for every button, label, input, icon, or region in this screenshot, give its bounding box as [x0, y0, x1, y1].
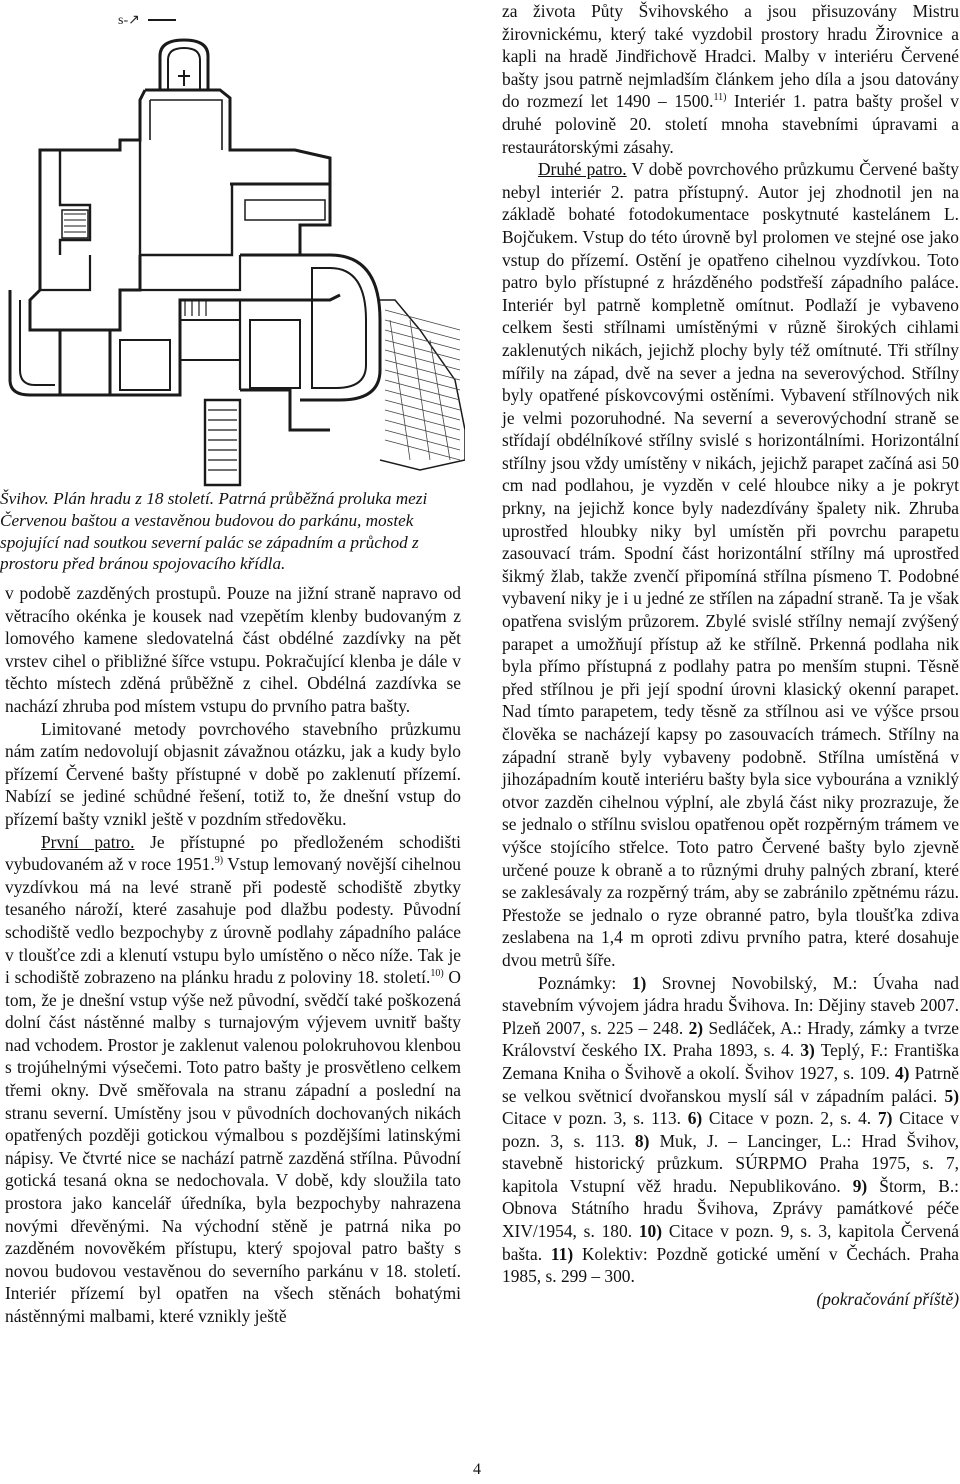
paragraph: v podobě zazděných prostupů. Pouze na jižní straně napravo od větracího okénka je kousek nad vzepětím klenby budovaným z lomového kamene sledovatelná část obdélné zazdívky na pět vrstev cihel o přibližné šířce vstupu. Pokračující klenba je dále v těchto místech zděná průběžně z cihel. Obdélná zazdívka se nachází zhruba pod místem vstupu do prvního patra bašty.: [5, 583, 461, 716]
note-text: Srovnej Novobilský, M.: Úvaha nad stavebním vývojem jádra hradu Švihova. In: Dějiny staveb 2007. Plzeň 2007, s. 225 – 248.: [502, 972, 959, 1038]
footnote-ref: 10): [430, 968, 444, 980]
note-number: 10): [638, 1221, 663, 1242]
note-number: 7): [877, 1108, 893, 1129]
paragraph: Limitované metody povrchového stavebního průzkumu nám zatím nedovolují objasnit závažnou otázku, jak a kudy bylo přízemí Červené bašty přístupné v době po zaklenutí přízemí. Nabízí se jediné schůdné řešení, totiž to, že dnešní vstup do přízemí bašty vznikl ještě v pozdním středověku.: [5, 718, 461, 829]
note-text: Teplý, F.: Františka Zemana Kniha o Švihově a okolí. Švihov 1927, s. 109.: [502, 1040, 959, 1083]
castle-floor-plan-figure: [0, 0, 465, 490]
note-number: 2): [688, 1017, 704, 1038]
note-text: Štorm, B.: Obnova Státního hradu Švihova, Zprávy památkové péče XIV/1954, s. 180.: [502, 1175, 959, 1242]
note-number: 3): [800, 1040, 815, 1061]
paragraph-second-floor: Druhé patro. V době povrchového průzkumu Červené bašty nebyl interiér 2. patra přístupný. Autor jej zhodnotil jen na základě bohaté fotodokumentace poskytnuté kastelánem L. Bojčukem. Vstup do této úrovně byl prolomen ve stejné ose jako vstup do přízemí. Ostění je opatřeno cihelnou vyzdívkou. Toto patro bylo přístupné z hrázděného podstřeší západního paláce. Interiér byl patrně kompletně omítnut. Podlaží je vybaveno celkem šesti střílnami umístěnými v různě širokých cihlami zaklenutých nikách, jejichž plochy byly též omítnuté. Tři střílny mířily na západ, dvě na sever a jedna na severovýchod. Střílny byly opatřené pískovcovými ostěními. Vybavení střílnových nik je velmi pozoruhodné. Na severní a severovýchodní straně se střídají obdélníkové střílny svislé s horizontálními. Horizontální střílny jsou vždy umístěny v nikách, jejichž parapet začíná asi 50 cm nad podlahou, je vyzděn v celé hloubce niky a je pokryt prkny, na jejichž konce byly nadezdívány špalety nik. Zhruba uprostřed hloubky niky byl umístěn při povrchu parapetu zasouvací trám. Spodní část horizontální střílny má uprostřed šikmý žlab, takže zvenčí připomíná střílna písmeno T. Podobné vybavení niky je i u jedné ze střílen na západní straně. Ta je však opatřena svislým průzorem. Zbylé svislé střílny nemají zvýšený parapet a umožňují přístup až ke střílně. Prkenná podlaha nik byla přímo přístupná z podlahy patra po menším stupni. Těsně před střílnou je při její spodní úrovni klasický okenní parapet. Nad tímto parapetem, tedy těsně za střílnou asi ve výšce prsou člověka se nacházejí kapsy po zasouvacích trámech. Střílny na západní straně byly vybaveny podobně. Střílna umístěná v jihozápadním koutě interiéru bašty byla sice vybourána a vzniklý otvor zazděn cihelnou výplní, ale zbylá část niky prozrazuje, že se jednalo o střílnu svislou opatřenou opět rozpěrným trámem ve výšce stojícího střelce. Toto patro Červené bašty bylo zjevně určené pouze k obraně a to různými druhy palných zbraní, které se zaklesávaly za rozpěrný trám, aby se zabránilo zpětnému rázu. Přestože se jednalo o ryze obranné patro, byla tloušťka zdiva zeslabena na 1,4 m oproti zdivu prvního patra, které dosahuje dvou metrů šíře.: [502, 159, 959, 970]
right-column: [502, 0, 959, 1310]
note-text: Citace v pozn. 9, s. 3, kapitola Červená bašta.: [502, 1221, 959, 1264]
note-number: 8): [634, 1130, 650, 1151]
figure-caption: Švihov. Plán hradu z 18 století. Patrná průběžná proluka mezi Červenou baštou a vestavěnou budovou do parkánu, mostek spojující nad soutkou severní palác se západním a průchod z prostoru před bránou spojovacího křídla.: [0, 489, 428, 574]
notes-label: Poznámky:: [538, 972, 617, 993]
note-number: 11): [550, 1243, 574, 1264]
note-text: Citace v pozn. 3, s. 113.: [502, 1108, 688, 1129]
note-number: 5): [944, 1085, 959, 1106]
paragraph: za života Půty Švihovského a jsou přisuzovány Mistru žirovnickému, který také vyzdobil prostory hradu Žirovnice a kapli na hradě Jindřichově Hradci. Malby v interiéru Červené bašty jsou patrně nejmladším článkem jeho díla a jsou datovány do rozmezí let 1490 – 1500.$^{11)}$ Interiér 1. patra bašty prošel v druhé polovině 20. století mnoha stavebními úpravami a restaurátorskými zásahy.: [502, 1, 959, 157]
page-number: 4: [473, 1461, 481, 1478]
note-text: Patrně se velkou světnicí dvořanskou myslí sál v západním paláci.: [502, 1062, 959, 1106]
note-number: 4): [894, 1062, 910, 1083]
note-text: Sedláček, A.: Hrady, zámky a tvrze Království českého IX. Praha 1893, s. 4.: [502, 1017, 959, 1061]
note-text: Muk, J. – Lancinger, L.: Hrad Švihov, stavebně historický průzkum. SÚRPMO Praha 1975, s. 7, kapitola Vstupní věž hradu. Nepublikováno.: [502, 1130, 959, 1196]
north-marker: s-↗: [118, 13, 140, 28]
section-heading-second-floor: Druhé patro.: [538, 159, 627, 180]
footnote-ref: 9): [214, 855, 224, 867]
note-text: Kolektiv: Pozdně gotické umění v Čechách. Praha 1985, s. 299 – 300.: [502, 1243, 959, 1287]
note-number: 1): [631, 972, 647, 993]
notes-section: [502, 972, 959, 1288]
notes-list: [502, 973, 959, 1287]
left-column: [5, 582, 461, 1328]
note-number: 6): [687, 1108, 703, 1129]
note-text: Citace v pozn. 2, s. 4.: [702, 1108, 878, 1129]
continuation-note: (pokračování příště): [816, 1288, 959, 1309]
section-heading-first-floor: První patro.: [41, 831, 135, 852]
paragraph-first-floor: První patro. Je přístupné po předloženém schodišti vybudovaném až v roce 1951.$^{9)}$ Vstup lemovaný novější cihelnou vyzdívkou má na levé straně při podestě schodiště zbytky tesaného nároží, které zasahuje pod dlažbu podesty. Původní schodiště vedlo bezpochyby z úrovně podlahy západního paláce v tloušťce zdi a klenutí vstupu bylo umístěno o něco níže. Tak je i schodiště zobrazeno na plánku hradu z poloviny 18. století.$^{10)}$ O tom, že je dnešní vstup výše než původní, svědčí také poškozená dolní část nástěnné malby s turnajovým výjevem uvnitř bašty nad vchodem. Prostor je zaklenut valenou polokruhovou klenbou s trojúhelnými výsečemi. Toto patro bašty je prosvětleno celkem třemi okny. Dvě směřovala na stranu západní a poslední na stranu severní. Umístěny jsou v původních dochovaných nikách opatřených později gotickou výmalbou s pozdějšími latinskými nápisy. Ve čtvrté nice se nachází patrně zazděná střílna. Původní gotická tesaná okna se nedochovala. V době, kdy sloužila tato prostora jako kancelář úředníka, byla bezpochyby nahrazena novými dřevěnými. Na východní stěně je patrná nika po zazděném novověkém přístupu, který spojoval patro bašty s novou budovou vestavěnou do severního parkánu v 18. století. Interiér přízemí byl opatřen na všech stěnách bohatými nástěnnými malbami, které vznikly ještě: [5, 831, 461, 1326]
note-number: 9): [852, 1175, 868, 1196]
note-text: Citace v pozn. 3, s. 113.: [502, 1108, 959, 1151]
footnote-ref: 11): [713, 92, 727, 104]
